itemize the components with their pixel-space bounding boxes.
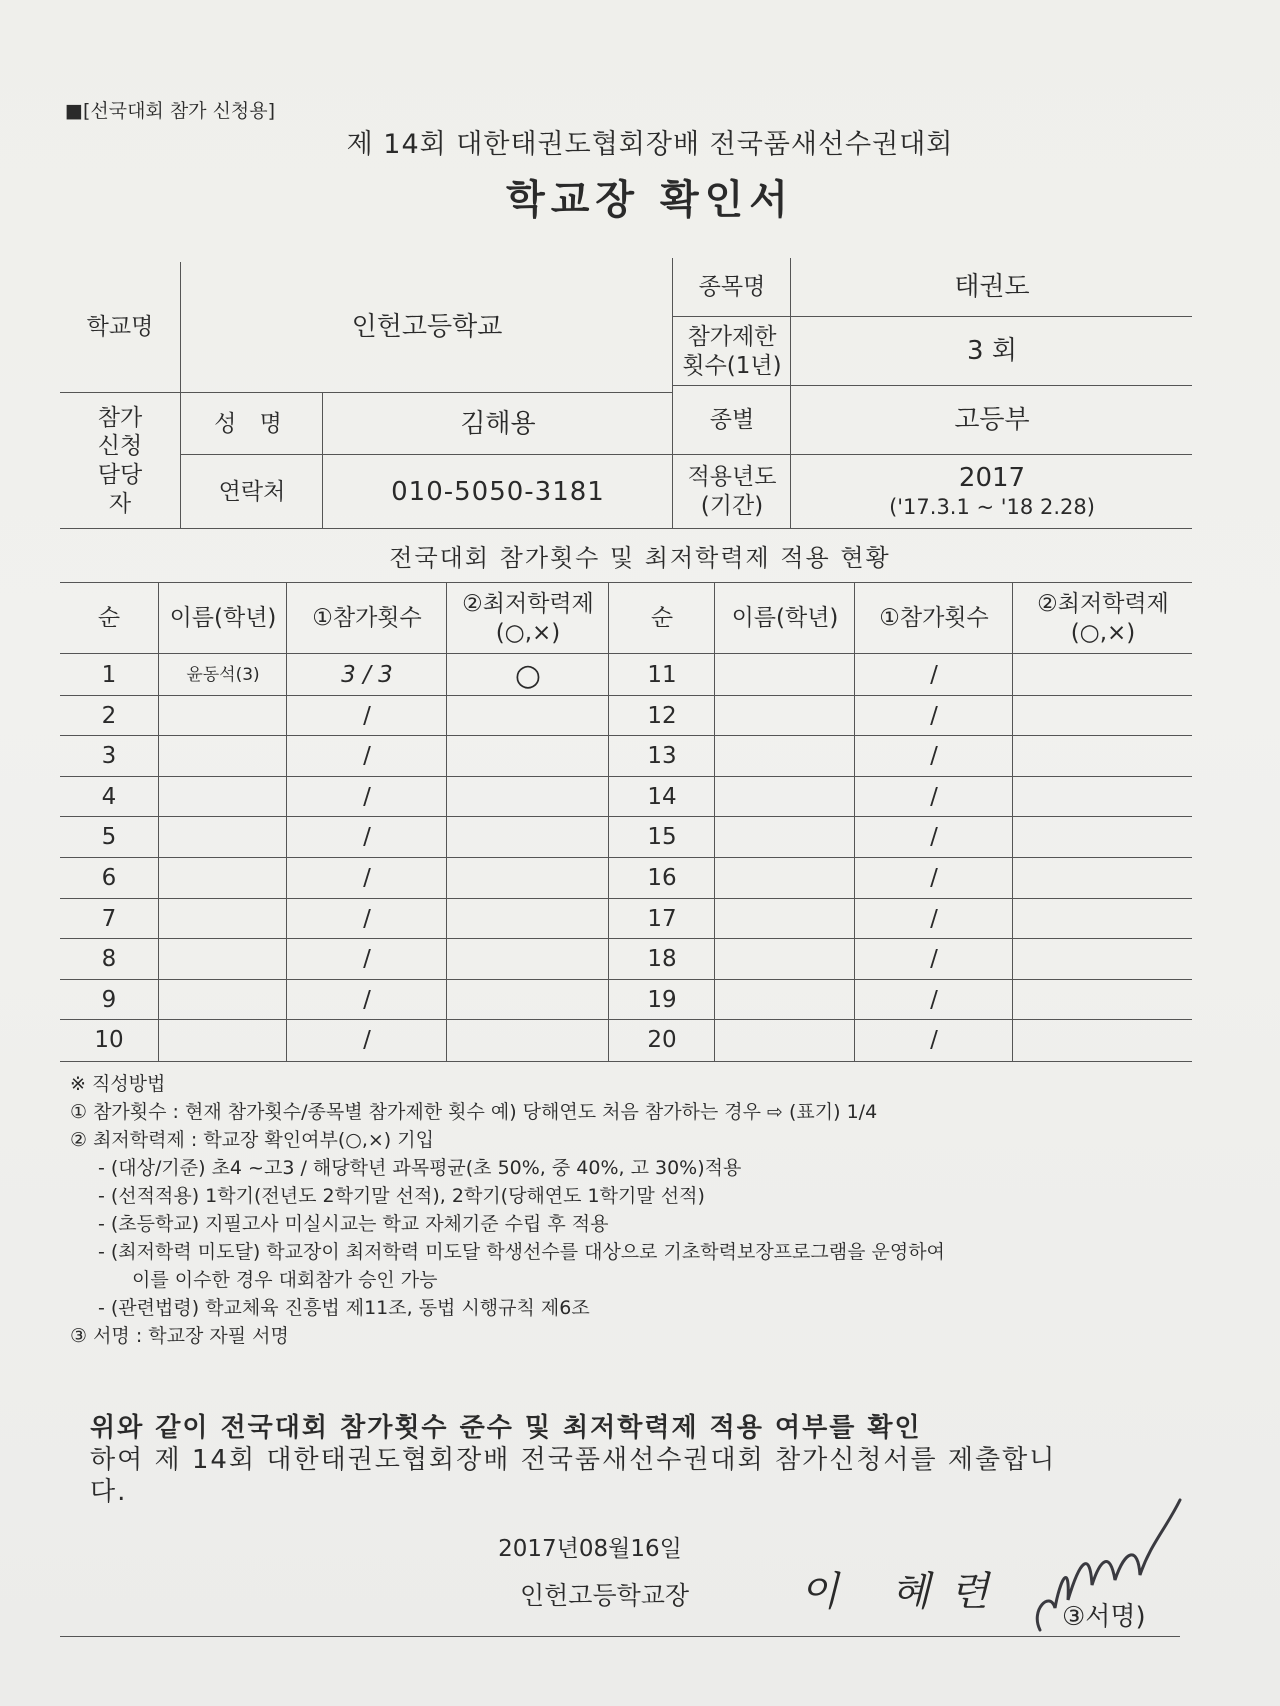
row-20-no: 20 bbox=[647, 1027, 677, 1054]
row-13-count: / bbox=[930, 743, 938, 770]
row-1-no: 1 bbox=[101, 661, 117, 688]
col-header-count-left: ①참가횟수 bbox=[312, 605, 422, 632]
row-11-no: 11 bbox=[647, 661, 677, 688]
row-4-no: 4 bbox=[101, 783, 117, 810]
note-min-academic: ② 최저학력제 : 학교장 확인여부(○,×) 기입 bbox=[70, 1129, 434, 1151]
row-17-min bbox=[1014, 899, 1192, 940]
row-15-count: / bbox=[930, 824, 938, 851]
col-header-min-left: ②최저학력제 (○,×) bbox=[462, 590, 594, 646]
year-cell bbox=[792, 454, 1192, 528]
row-1-name: 윤동석(3) bbox=[186, 664, 260, 685]
document-title: 학교장 확인서 bbox=[506, 177, 794, 223]
row-8-no: 8 bbox=[101, 946, 117, 973]
row-6-count: / bbox=[363, 864, 371, 891]
school-name-value: 인헌고등학교 bbox=[351, 311, 503, 342]
row-14-name bbox=[716, 777, 854, 818]
row-16-name bbox=[716, 858, 854, 899]
row-4-min bbox=[448, 777, 608, 818]
phone-value: 010-5050-3181 bbox=[391, 476, 605, 507]
row-6-no: 6 bbox=[101, 864, 117, 891]
col-header-no-right: 순 bbox=[650, 605, 674, 632]
col-header-min-right: ②최저학력제 (○,×) bbox=[1037, 590, 1169, 646]
row-3-no: 3 bbox=[101, 743, 117, 770]
row-11-min bbox=[1014, 655, 1192, 696]
row-6-name bbox=[160, 858, 286, 899]
row-7-no: 7 bbox=[101, 905, 117, 932]
row-14-min bbox=[1014, 777, 1192, 818]
row-16-min bbox=[1014, 858, 1192, 899]
signature-date: 2017년08월16일 bbox=[498, 1536, 682, 1562]
note-min-unmet: - (최저학력 미도달) 학교장이 최저학력 미도달 학생선수를 대상으로 기초학력보장프로그램을 운영하여 bbox=[98, 1241, 945, 1263]
event-title: 제 14회 대한태권도협회장배 전국품새선수권대회 bbox=[346, 129, 954, 160]
row-15-no: 15 bbox=[647, 824, 677, 851]
row-19-no: 19 bbox=[647, 986, 677, 1013]
row-9-no: 9 bbox=[101, 986, 117, 1013]
row-7-count: / bbox=[363, 905, 371, 932]
note-min-target: - (대상/기준) 초4 ~고3 / 해당학년 과목평균(초 50%, 중 40%, 고 30%)적용 bbox=[98, 1157, 742, 1179]
row-5-name bbox=[160, 817, 286, 858]
col-header-name-left: 이름(학년) bbox=[169, 605, 277, 632]
confirmation-line-3: 다. bbox=[90, 1477, 128, 1507]
row-10-no: 10 bbox=[94, 1027, 124, 1054]
note-min-elementary: - (초등학교) 지필고사 미실시교는 학교 자체기준 수립 후 적용 bbox=[98, 1213, 609, 1235]
row-7-name bbox=[160, 899, 286, 940]
note-min-unmet-cont: 이를 이수한 경우 대회참가 승인 가능 bbox=[132, 1269, 438, 1291]
row-19-count: / bbox=[930, 986, 938, 1013]
category-value: 고등부 bbox=[954, 405, 1030, 436]
row-12-count: / bbox=[930, 702, 938, 729]
handwritten-name: 이 혜련 bbox=[800, 1569, 1009, 1615]
col-header-no-left: 순 bbox=[97, 605, 121, 632]
year-label: 적용년도 (기간) bbox=[687, 464, 777, 519]
bottom-rule bbox=[60, 1636, 1180, 1637]
name-value: 김해용 bbox=[460, 408, 536, 439]
row-2-no: 2 bbox=[101, 702, 117, 729]
contact-group-label: 참가 신청 담당자 bbox=[97, 404, 143, 517]
row-9-count: / bbox=[363, 986, 371, 1013]
row-10-min bbox=[448, 1020, 608, 1061]
row-7-min bbox=[448, 899, 608, 940]
row-12-no: 12 bbox=[647, 702, 677, 729]
note-signature: ③ 서명 : 학교장 자필 서명 bbox=[70, 1325, 289, 1347]
note-participation: ① 참가횟수 : 현재 참가횟수/종목별 참가제한 횟수 예) 당해연도 처음 참가하는 경우 ⇨ (표기) 1/4 bbox=[70, 1101, 878, 1123]
row-12-name bbox=[716, 696, 854, 737]
sport-label: 종목명 bbox=[698, 273, 766, 300]
row-13-min bbox=[1014, 736, 1192, 777]
row-4-name bbox=[160, 777, 286, 818]
sport-value: 태권도 bbox=[954, 271, 1030, 302]
row-8-min bbox=[448, 939, 608, 980]
principal-title: 인헌고등학교장 bbox=[520, 1581, 690, 1610]
note-min-grades: - (선적적용) 1학기(전년도 2학기말 선적), 2학기(당해연도 1학기말 선적) bbox=[98, 1185, 705, 1207]
row-17-no: 17 bbox=[647, 905, 677, 932]
row-9-min bbox=[448, 980, 608, 1021]
row-10-count: / bbox=[363, 1027, 371, 1054]
row-14-no: 14 bbox=[647, 783, 677, 810]
row-5-no: 5 bbox=[101, 824, 117, 851]
row-9-name bbox=[160, 980, 286, 1021]
row-20-count: / bbox=[930, 1027, 938, 1054]
row-10-name bbox=[160, 1020, 286, 1061]
notes-heading: ※ 직성방법 bbox=[70, 1073, 166, 1095]
row-18-min bbox=[1014, 939, 1192, 980]
row-15-min bbox=[1014, 817, 1192, 858]
row-3-min bbox=[448, 736, 608, 777]
row-4-count: / bbox=[363, 783, 371, 810]
row-19-name bbox=[716, 980, 854, 1021]
row-18-count: / bbox=[930, 946, 938, 973]
limit-label: 참가제한 횟수(1년) bbox=[682, 323, 782, 379]
row-8-name bbox=[160, 939, 286, 980]
row-18-name bbox=[716, 939, 854, 980]
row-11-name bbox=[716, 655, 854, 696]
period-value: ('17.3.1 ~ '18 2.28) bbox=[889, 495, 1095, 520]
col-header-name-right: 이름(학년) bbox=[731, 605, 839, 632]
school-name-label: 학교명 bbox=[86, 313, 154, 340]
row-8-count: / bbox=[363, 946, 371, 973]
row-18-no: 18 bbox=[647, 946, 677, 973]
row-6-min bbox=[448, 858, 608, 899]
row-17-count: / bbox=[930, 905, 938, 932]
row-15-name bbox=[716, 817, 854, 858]
row-13-no: 13 bbox=[647, 743, 677, 770]
category-label: 종별 bbox=[709, 407, 755, 434]
row-2-name bbox=[160, 696, 286, 737]
row-5-count: / bbox=[363, 824, 371, 851]
status-table-title: 전국대회 참가횟수 및 최저학력제 적용 현황 bbox=[389, 544, 891, 572]
row-20-min bbox=[1014, 1020, 1192, 1061]
row-2-count: / bbox=[363, 702, 371, 729]
confirmation-line-2: 하여 제 14회 대한태권도협회장배 전국품새선수권대회 참가신청서를 제출합니 bbox=[90, 1445, 1057, 1475]
row-13-name bbox=[716, 736, 854, 777]
col-header-count-right: ①참가횟수 bbox=[879, 605, 989, 632]
note-min-law: - (관련법령) 학교체육 진흥법 제11조, 동법 시행규칙 제6조 bbox=[98, 1297, 590, 1319]
row-11-count: / bbox=[930, 661, 938, 688]
row-17-name bbox=[716, 899, 854, 940]
row-16-count: / bbox=[930, 864, 938, 891]
row-3-count: / bbox=[363, 743, 371, 770]
year-value: 2017 bbox=[958, 462, 1026, 493]
row-14-count: / bbox=[930, 783, 938, 810]
row-16-no: 16 bbox=[647, 864, 677, 891]
row-19-min bbox=[1014, 980, 1192, 1021]
writing-instructions bbox=[70, 1070, 1200, 1350]
row-2-min bbox=[448, 696, 608, 737]
row-12-min bbox=[1014, 696, 1192, 737]
name-label: 성 명 bbox=[214, 410, 290, 437]
limit-value: 3 회 bbox=[967, 336, 1017, 367]
phone-label: 연락처 bbox=[218, 478, 286, 505]
row-3-name bbox=[160, 736, 286, 777]
form-type-tag: ■[선국대회 참가 신청용] bbox=[65, 100, 276, 122]
row-20-name bbox=[716, 1020, 854, 1061]
row-1-count: 3 / 3 bbox=[341, 661, 393, 688]
row-5-min bbox=[448, 817, 608, 858]
confirmation-line-1: 위와 같이 전국대회 참가횟수 준수 및 최저학력제 적용 여부를 확인 bbox=[90, 1413, 922, 1443]
row-1-min: ○ bbox=[514, 657, 542, 693]
signature-label: ③서명) bbox=[1062, 1602, 1146, 1632]
